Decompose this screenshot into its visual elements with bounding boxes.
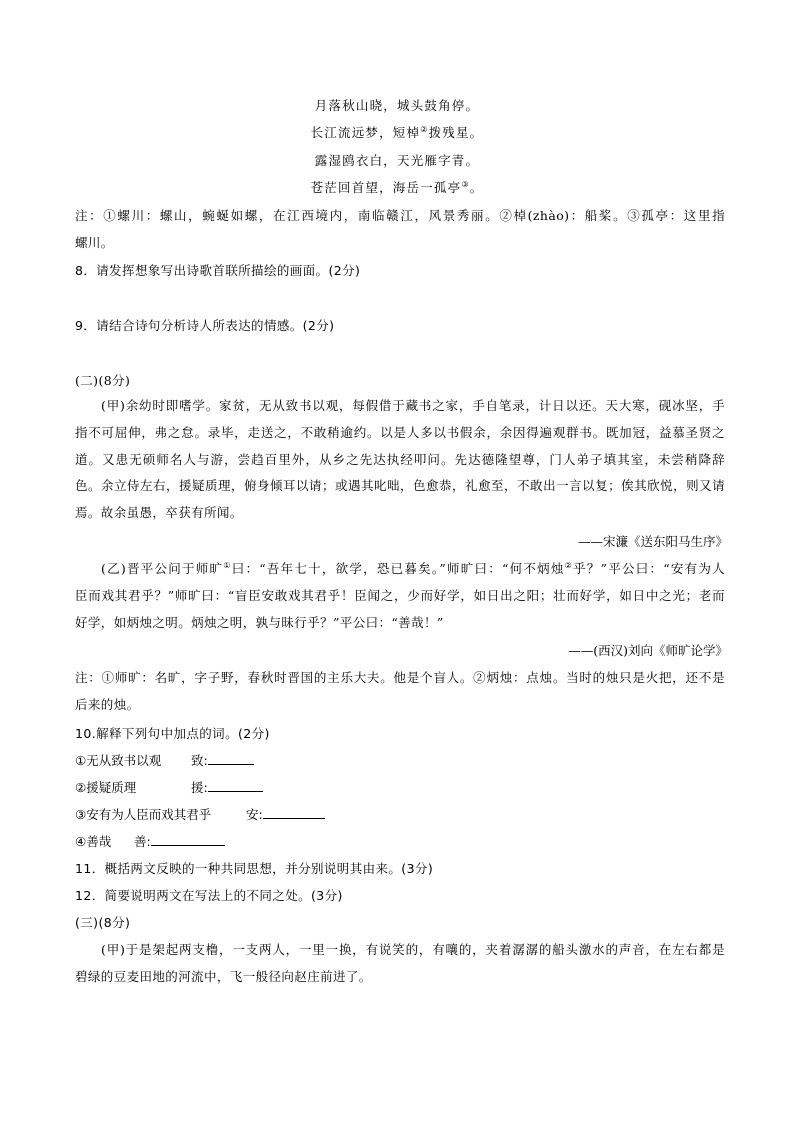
q10-item-2-sentence: ②援疑质理	[75, 780, 137, 795]
passage-yi-text: 乎？”平公曰：“安有为人	[573, 561, 726, 576]
poem-line-2	[0, 123, 794, 141]
q10-item-4-answer	[134, 832, 225, 850]
answer-blank[interactable]	[208, 779, 263, 792]
footnote-marker: ③	[461, 180, 470, 189]
answer-blank[interactable]	[208, 752, 254, 765]
question-12: 12．简要说明两文在写法上的不同之处。(3分)	[75, 888, 343, 903]
passage-yi-source: ——(西汉)刘向《师旷论学》	[568, 643, 728, 658]
poem-line-2-text-end: 拨残星。	[428, 125, 484, 140]
question-10: 10.解释下列句中加点的词。(2分)	[75, 726, 270, 741]
q10-item-1-word: 致:	[191, 753, 208, 768]
passage-jia-line-2: 指不可屈伸，弗之怠。录毕，走送之，不敢稍逾约。以是人多以书假余，余因得遍观群书。既加冠，益慕圣贤之	[75, 425, 725, 440]
section-3-heading: (三)(8分)	[75, 915, 131, 930]
q10-item-4-word: 善:	[134, 834, 151, 849]
q10-item-2-word: 援:	[191, 780, 208, 795]
passage-jia-line-4: 色。余立侍左右，援疑质理，俯身倾耳以请；或遇其叱咄，色愈恭，礼愈至，不敢出一言以复；俟其欣悦，则又请	[75, 478, 725, 493]
poem-line-4	[0, 178, 794, 196]
passage-note-line-1: 注：①师旷：名旷，字子野，春秋时晋国的主乐大夫。他是个盲人。②炳烛：点烛。当时的烛只是火把，还不是	[75, 670, 725, 685]
question-8: 8．请发挥想象写出诗歌首联所描绘的画面。(2分)	[75, 263, 361, 278]
passage-jia-source: ——宋濂《送东阳马生序》	[577, 534, 728, 549]
passage-yi-line-2: 臣而戏其君乎？”师旷曰：“盲臣安敢戏其君乎！臣闻之，少而好学，如日出之阳；壮而好学，如日中之光；老而	[75, 588, 725, 603]
passage-3-line-2: 碧绿的豆麦田地的河流中，飞一般径向赵庄前进了。	[75, 969, 372, 984]
q10-item-3-sentence: ③安有为人臣而戏其君乎	[75, 807, 212, 822]
poem-line-1: 月落秋山晓，城头鼓角停。	[314, 98, 480, 113]
poem-note-line-2: 螺川。	[75, 235, 114, 250]
question-9: 9．请结合诗句分析诗人所表达的情感。(2分)	[75, 318, 335, 333]
passage-jia-line-1: (甲)余幼时即嗜学。家贫，无从致书以观，每假借于藏书之家，手自笔录，计日以还。天大寒，砚冰坚，手	[101, 398, 725, 413]
footnote-marker: ①	[223, 561, 232, 570]
section-2-heading: (二)(8分)	[75, 373, 131, 388]
answer-blank[interactable]	[151, 833, 225, 846]
passage-yi-text: (乙)晋平公问于师旷	[101, 561, 224, 576]
question-11: 11．概括两文反映的一种共同思想，并分别说明其由来。(3分)	[75, 861, 434, 876]
q10-item-3-answer	[246, 805, 325, 823]
poem-line-3: 露湿鸥衣白，天光雁字青。	[314, 153, 480, 168]
passage-jia-line-5: 焉。故余虽愚，卒获有所闻。	[75, 505, 243, 520]
q10-item-1-sentence: ①无从致书以观	[75, 753, 162, 768]
passage-3-line-1: (甲)于是架起两支橹，一支两人，一里一换，有说笑的，有嚷的，夹着潺潺的船头激水的声音，在左右都是	[101, 942, 725, 957]
passage-yi-line-1	[101, 559, 725, 577]
passage-jia-line-3: 道。又患无硕师名人与游，尝趋百里外，从乡之先达执经叩问。先达德隆望尊，门人弟子填其室，未尝稍降辞	[75, 452, 725, 467]
poem-line-4-text: 苍茫回首望，海岳一孤亭	[310, 180, 462, 195]
q10-item-2-answer	[191, 778, 263, 796]
q10-item-4-sentence: ④善哉	[75, 834, 112, 849]
footnote-marker: ②	[564, 561, 574, 570]
passage-note-line-2: 后来的烛。	[75, 697, 140, 712]
poem-line-4-text-end: 。	[469, 180, 484, 195]
passage-yi-text: 曰：“吾年七十，欲学，恐已暮矣。”师旷曰：“何不炳烛	[231, 561, 565, 576]
q10-item-1-answer	[191, 751, 254, 769]
passage-yi-line-3: 好学，如炳烛之明。炳烛之明，孰与昧行乎？”平公曰：“善哉！”	[75, 615, 444, 630]
poem-line-2-text: 长江流远梦，短棹	[310, 125, 421, 140]
footnote-marker: ②	[420, 125, 429, 134]
q10-item-3-word: 安:	[246, 807, 263, 822]
answer-blank[interactable]	[263, 806, 325, 819]
poem-note-line-1: 注：①螺川：螺山，蜿蜒如螺，在江西境内，南临赣江，风景秀丽。②棹(zhào)：船桨。③孤亭：这里指	[75, 208, 725, 223]
